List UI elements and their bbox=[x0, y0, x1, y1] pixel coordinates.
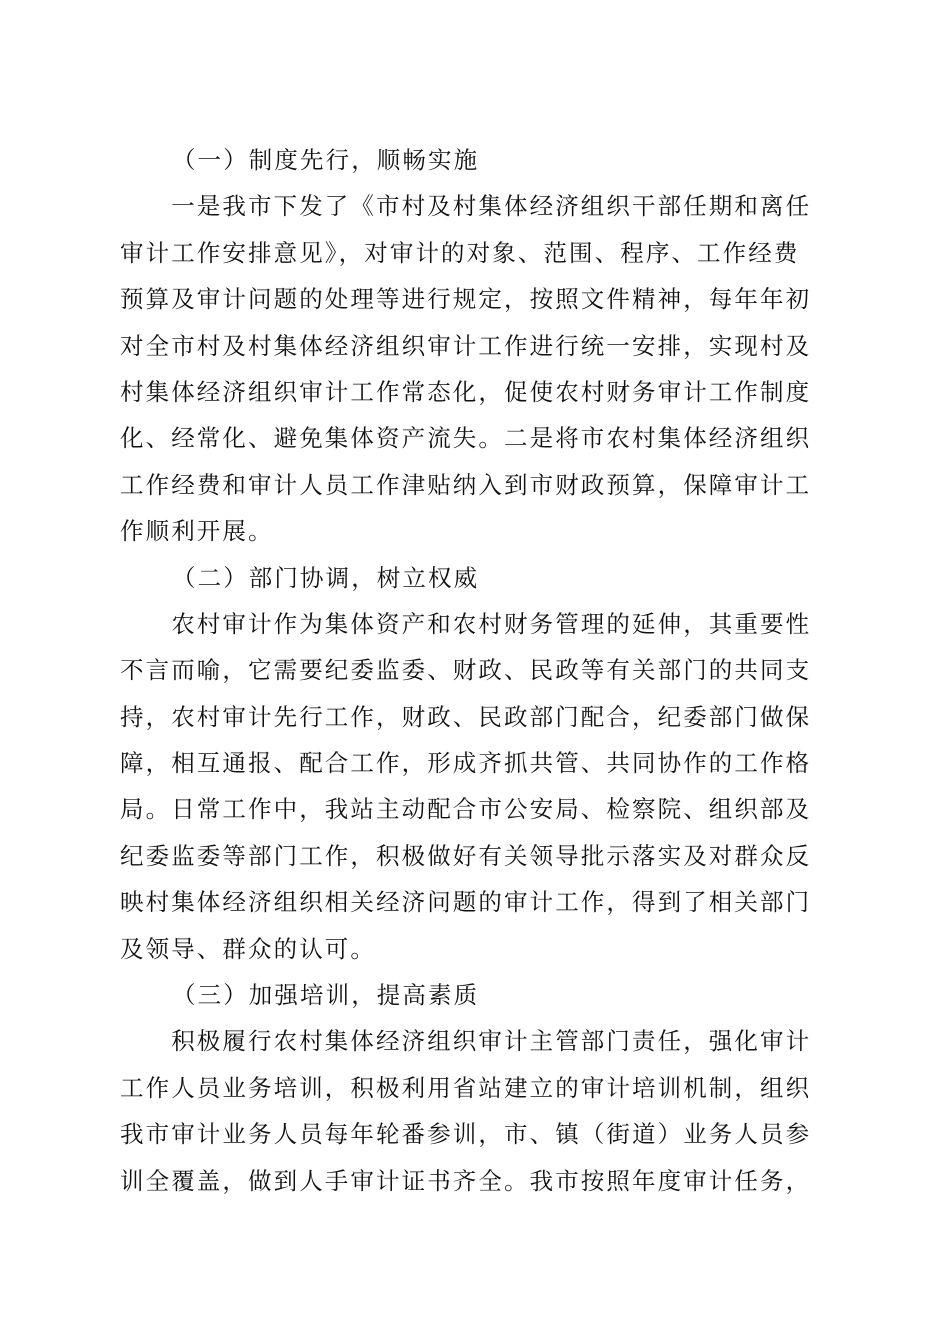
paragraph-line: 持，农村审计先行工作，财政、民政部门配合，纪委部门做保 bbox=[120, 702, 812, 731]
paragraph-line: 纪委监委等部门工作，积极做好有关领导批示落实及对群众反 bbox=[120, 841, 812, 870]
paragraph-line: 积极履行农村集体经济组织审计主管部门责任，强化审计 bbox=[120, 1027, 812, 1056]
paragraph-line: 农村审计作为集体资产和农村财务管理的延伸，其重要性 bbox=[120, 609, 812, 638]
paragraph-line: 映村集体经济组织相关经济问题的审计工作，得到了相关部门 bbox=[120, 888, 812, 917]
paragraph-line: 训全覆盖，做到人手审计证书齐全。我市按照年度审计任务， bbox=[120, 1166, 812, 1195]
paragraph-line: 我市审计业务人员每年轮番参训，市、镇（街道）业务人员参 bbox=[120, 1120, 812, 1149]
paragraph-line: 村集体经济组织审计工作常态化，促使农村财务审计工作制度 bbox=[120, 377, 812, 406]
paragraph-line: 作顺利开展。 bbox=[120, 517, 274, 546]
paragraph-line: 局。日常工作中，我站主动配合市公安局、检察院、组织部及 bbox=[120, 795, 812, 824]
paragraph-line: 预算及审计问题的处理等进行规定，按照文件精神，每年年初 bbox=[120, 285, 812, 314]
section-heading-1: （一）制度先行，顺畅实施 bbox=[172, 146, 480, 174]
paragraph-line: 工作经费和审计人员工作津贴纳入到市财政预算，保障审计工 bbox=[120, 470, 812, 499]
section-heading-2: （二）部门协调，树立权威 bbox=[172, 563, 480, 592]
paragraph-line: 障，相互通报、配合工作，形成齐抓共管、共同协作的工作格 bbox=[120, 749, 812, 778]
paragraph-line: 一是我市下发了《市村及村集体经济组织干部任期和离任 bbox=[120, 192, 812, 221]
paragraph-line: 审计工作安排意见》，对审计的对象、范围、程序、工作经费 bbox=[120, 238, 800, 267]
paragraph-line: 不言而喻，它需要纪委监委、财政、民政等有关部门的共同支 bbox=[120, 656, 812, 685]
paragraph-line: 及领导、群众的认可。 bbox=[120, 934, 376, 963]
paragraph-line: 化、经常化、避免集体资产流失。二是将市农村集体经济组织 bbox=[120, 424, 812, 453]
paragraph-line: 对全市村及村集体经济组织审计工作进行统一安排，实现村及 bbox=[120, 331, 812, 360]
section-heading-3: （三）加强培训，提高素质 bbox=[172, 981, 480, 1010]
paragraph-line: 工作人员业务培训，积极利用省站建立的审计培训机制，组织 bbox=[120, 1073, 812, 1102]
document-body bbox=[120, 137, 830, 1204]
